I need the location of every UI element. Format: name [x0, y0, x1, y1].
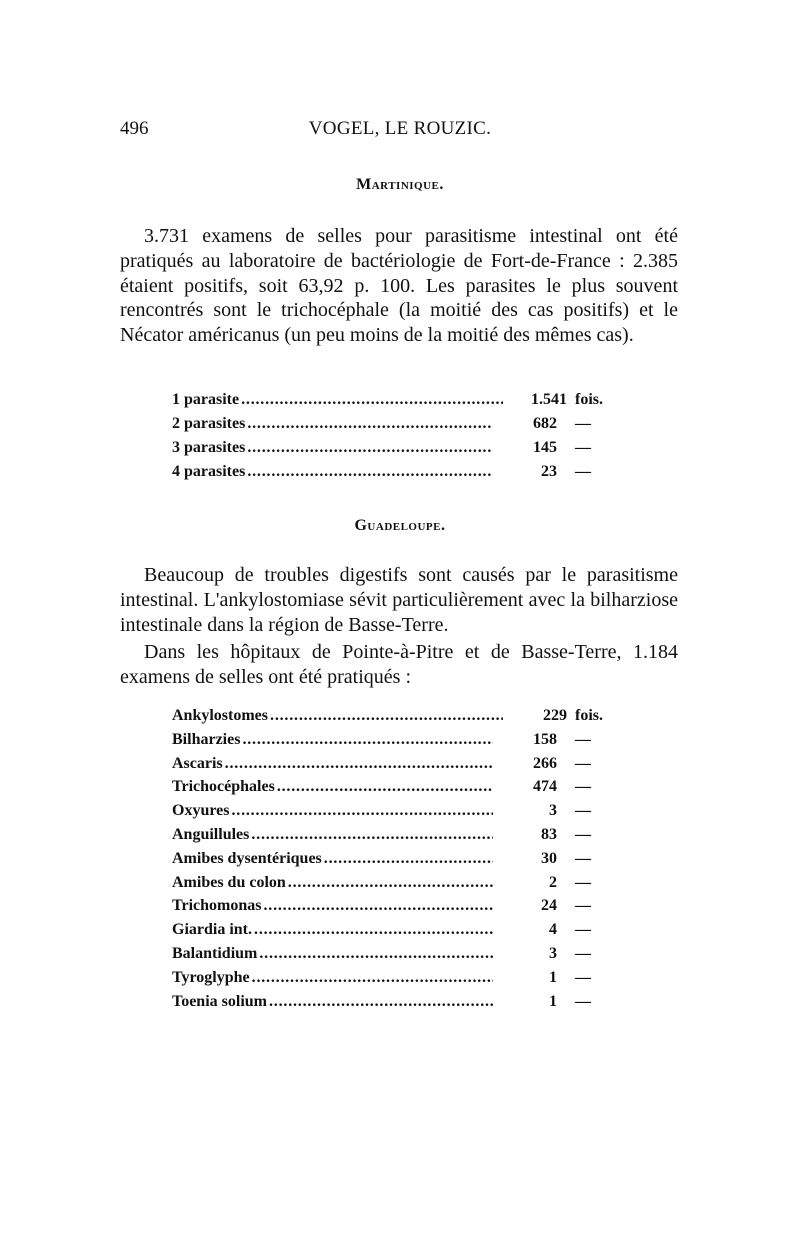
list-item-unit: —: [575, 944, 591, 962]
list-item-value: 24: [541, 897, 557, 915]
leader-dots: [288, 871, 493, 895]
list-item-value: 3: [549, 802, 557, 820]
list-item-label: Ankylostomes: [172, 707, 269, 724]
leader-dots: [254, 918, 493, 942]
list-item-value: 1: [549, 992, 557, 1010]
list-item-value: 1.541: [531, 391, 567, 408]
list-item-value: 83: [541, 825, 557, 843]
list-item-unit: —: [575, 921, 591, 939]
leader-dots: [277, 775, 493, 799]
list-item-label: Oxyures: [172, 802, 230, 820]
leader-dots: [225, 752, 493, 776]
list-item-label: 2 parasites: [172, 415, 246, 432]
list-item-label: Amibes du colon: [172, 873, 286, 891]
list-item-unit: —: [575, 439, 591, 456]
list-item-unit: —: [575, 778, 591, 796]
leader-dots: [247, 412, 493, 436]
leader-dots: [324, 847, 493, 871]
list-item-unit: —: [575, 873, 591, 891]
running-head: VOGEL, LE ROUZIC.: [308, 118, 492, 139]
list-item-label: Anguillules: [172, 825, 250, 843]
section-title-guadeloupe: Guadeloupe.: [354, 517, 446, 534]
martinique-parasite-list: [172, 388, 627, 484]
list-item: [172, 894, 627, 918]
list-item-label: Toenia solium: [172, 992, 267, 1010]
list-item: [172, 704, 627, 728]
list-item-label: 3 parasites: [172, 439, 246, 456]
list-item: [172, 460, 627, 484]
leader-dots: [270, 704, 503, 728]
list-item-label: Balantidium: [172, 944, 258, 962]
list-item-unit: —: [575, 849, 591, 867]
list-item-value: 145: [533, 439, 557, 456]
list-item-label: Tyroglyphe: [172, 968, 250, 986]
list-item-unit: fois.: [575, 707, 603, 724]
guadeloupe-parasite-list: [172, 704, 627, 1013]
list-item-label: Bilharzies: [172, 730, 241, 748]
list-item: [172, 752, 627, 776]
martinique-paragraph: 3.731 examens de selles pour parasitisme intestinal ont été pratiqués au laboratoire de bactériologie de Fort-de-France : 2.385 étaient positifs, soit 63,92 p. 100. Les parasites le plus souvent rencontrés sont le trichocéphale (la moitié des cas positifs) et le Nécator américanus (un peu moins de la moitié des mêmes cas).: [120, 225, 678, 347]
list-item-value: 229: [543, 707, 567, 724]
leader-dots: [252, 966, 493, 990]
list-item: [172, 412, 627, 436]
list-item: [172, 799, 627, 823]
list-item-label: Trichomonas: [172, 897, 262, 915]
leader-dots: [269, 990, 493, 1014]
list-item-label: 4 parasites: [172, 463, 246, 480]
section-title-martinique: Martinique.: [356, 176, 444, 193]
leader-dots: [247, 460, 493, 484]
guadeloupe-paragraph-2: Dans les hôpitaux de Pointe-à-Pitre et de Basse-Terre, 1.184 examens de selles ont été pratiqués :: [120, 641, 678, 688]
list-item-unit: fois.: [575, 391, 603, 408]
list-item-value: 682: [533, 415, 557, 432]
list-item-label: Trichocéphales: [172, 778, 275, 796]
leader-dots: [231, 799, 493, 823]
list-item-label: Giardia int.: [172, 921, 253, 939]
list-item: [172, 436, 627, 460]
list-item-unit: —: [575, 825, 591, 843]
list-item-unit: —: [575, 897, 591, 915]
list-item-value: 30: [541, 849, 557, 867]
list-item: [172, 728, 627, 752]
list-item: [172, 918, 627, 942]
list-item-value: 2: [549, 873, 557, 891]
list-item: [172, 775, 627, 799]
list-item: [172, 990, 627, 1014]
list-item-value: 474: [533, 778, 557, 796]
list-item-unit: —: [575, 992, 591, 1010]
list-item-unit: —: [575, 802, 591, 820]
list-item-value: 158: [533, 730, 557, 748]
list-item-label: 1 parasite: [172, 391, 240, 408]
list-item: [172, 388, 627, 412]
list-item-unit: —: [575, 754, 591, 772]
list-item-value: 1: [549, 968, 557, 986]
list-item-label: Amibes dysentériques: [172, 849, 322, 867]
list-item-value: 3: [549, 944, 557, 962]
leader-dots: [251, 823, 493, 847]
list-item: [172, 823, 627, 847]
page-number: 496: [120, 118, 149, 139]
leader-dots: [259, 942, 493, 966]
list-item-label: Ascaris: [172, 754, 223, 772]
leader-dots: [263, 894, 493, 918]
list-item-value: 4: [549, 921, 557, 939]
list-item: [172, 847, 627, 871]
list-item-unit: —: [575, 463, 591, 480]
leader-dots: [247, 436, 493, 460]
list-item-unit: —: [575, 730, 591, 748]
list-item-unit: —: [575, 968, 591, 986]
list-item: [172, 966, 627, 990]
list-item-unit: —: [575, 415, 591, 432]
list-item-value: 266: [533, 754, 557, 772]
list-item: [172, 942, 627, 966]
list-item: [172, 871, 627, 895]
list-item-value: 23: [541, 463, 557, 480]
guadeloupe-paragraph-1: Beaucoup de troubles digestifs sont causés par le parasitisme intestinal. L'ankylostomiase sévit particulièrement avec la bilharziose intestinale dans la région de Basse-Terre.: [120, 564, 678, 636]
leader-dots: [241, 388, 503, 412]
leader-dots: [242, 728, 493, 752]
